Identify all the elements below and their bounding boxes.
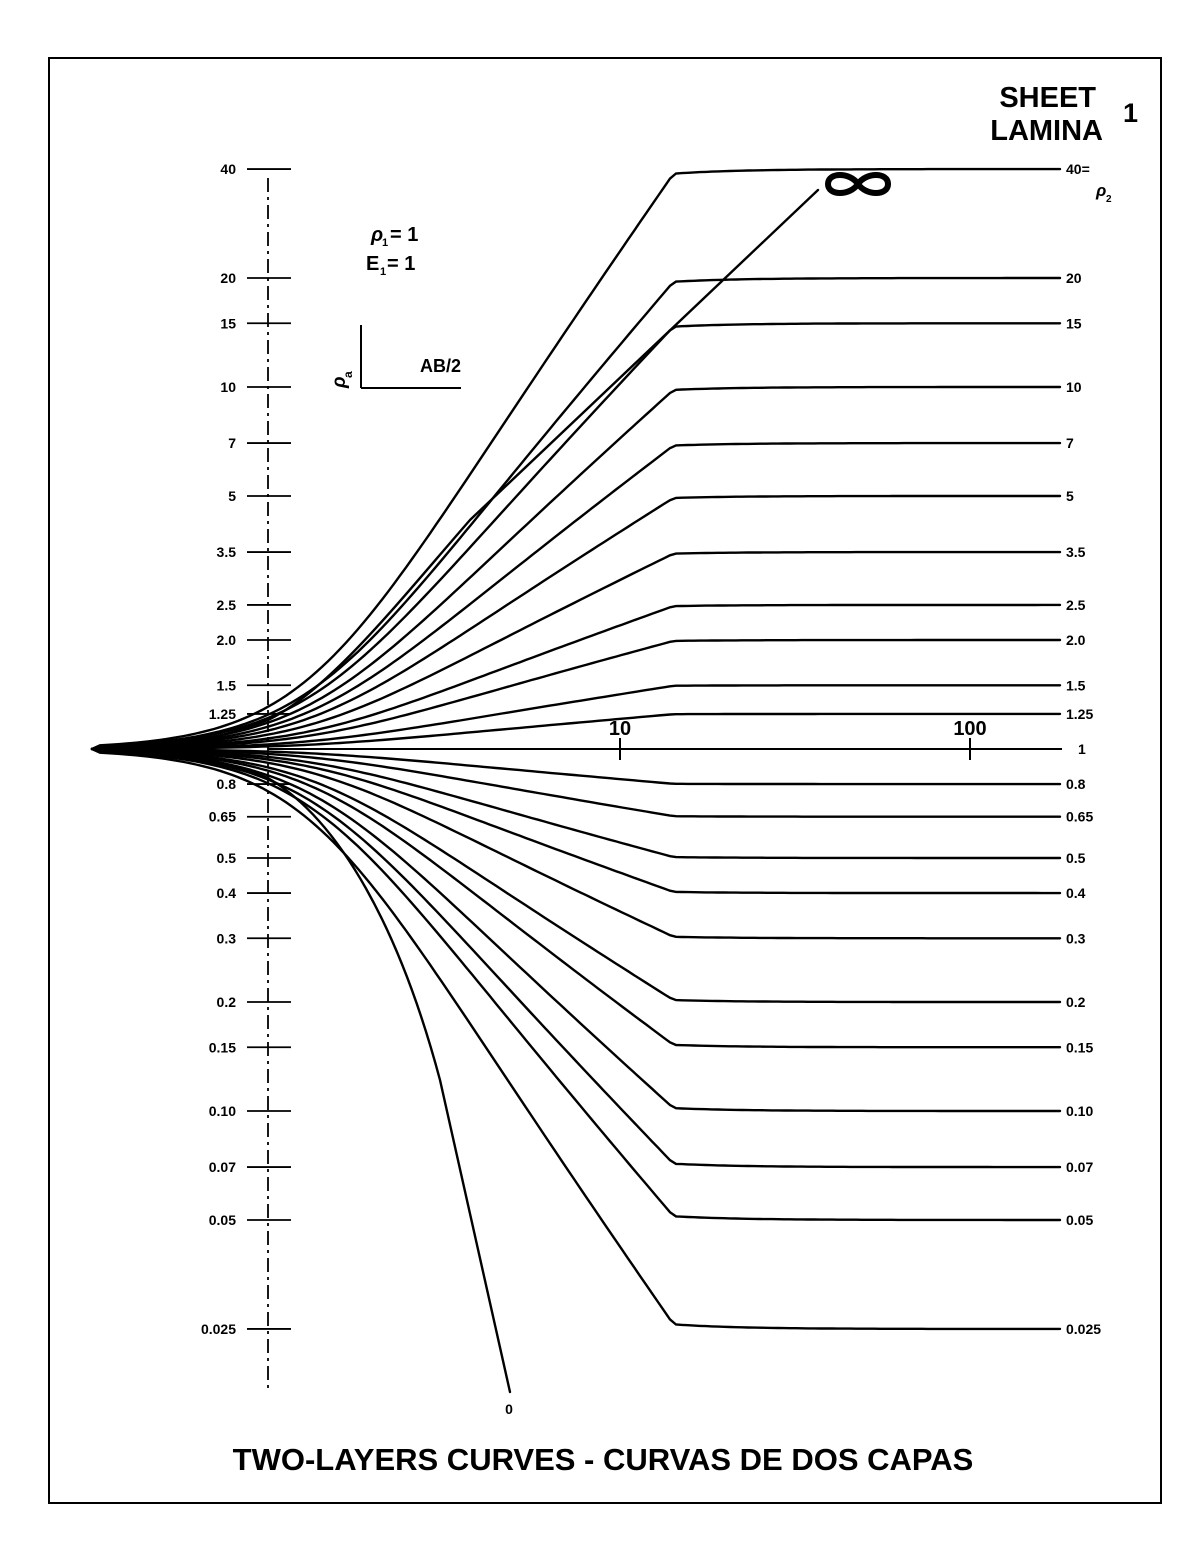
y-tick-label: 0.2: [216, 994, 236, 1011]
curve-labels: [505, 161, 1101, 1417]
y-tick-label: 0.15: [208, 1039, 236, 1056]
y-tick-label: 0.05: [208, 1211, 236, 1228]
y-tick-label: 2.5: [216, 596, 236, 613]
rho2-symbol: ρ: [1096, 181, 1107, 200]
y-tick-label: 0.025: [200, 1320, 236, 1337]
infinity-symbol: [828, 175, 888, 193]
x-tick-label: 10: [608, 718, 632, 740]
curve-rho2-0.2: [92, 749, 1060, 1002]
curve-label: 7: [1066, 435, 1074, 452]
sheet-label: SHEET: [999, 82, 1096, 114]
y-tick-label: 5: [228, 487, 236, 504]
lamina-label: LAMINA: [990, 115, 1103, 147]
curves: [92, 169, 1060, 1392]
curve-label-0: 0: [505, 1401, 513, 1417]
curve-label: 20: [1066, 270, 1082, 287]
curve-label: 3.5: [1066, 544, 1086, 561]
curve-rho2-infinity: [92, 190, 818, 749]
curve-label: 0.05: [1066, 1211, 1094, 1228]
curve-label: 0.15: [1066, 1039, 1094, 1056]
curve-label: 1.5: [1066, 677, 1086, 694]
inset-x-label: AB/2: [420, 356, 462, 376]
y-tick-label: 20: [220, 270, 236, 287]
e1-value: = 1: [387, 253, 416, 275]
axes-inset: [329, 325, 461, 389]
x-tick-label: 100: [953, 718, 987, 740]
y-tick-label: 0.3: [216, 930, 236, 947]
curve-rho2-10: [92, 387, 1060, 749]
y-tick-label: 0.65: [208, 808, 236, 825]
curve-rho2-0.025: [92, 749, 1060, 1329]
y-tick-label: 1.5: [216, 677, 236, 694]
y-tick-label: 7: [228, 435, 236, 452]
y-tick-label: 0.10: [208, 1103, 236, 1119]
y-tick-label: 0.8: [216, 776, 236, 793]
y-tick-label: 0.07: [208, 1159, 236, 1176]
curve-label: 0.3: [1066, 930, 1086, 947]
rho2-label: [1095, 181, 1112, 205]
y-tick-label: 15: [220, 315, 236, 332]
curve-label: 0.025: [1066, 1320, 1102, 1337]
rho2-subscript: 2: [1106, 194, 1112, 205]
curve-label: 40=: [1066, 161, 1090, 178]
curve-rho2-0.05: [92, 749, 1060, 1220]
curve-rho2-3.5: [92, 552, 1060, 749]
curve-rho2-40=: [92, 169, 1060, 749]
e1-subscript: 1: [380, 266, 387, 278]
curve-rho2-0.10: [92, 749, 1060, 1111]
rho1-value: = 1: [390, 224, 419, 246]
curve-label: 2.0: [1066, 632, 1086, 649]
curve-label: 5: [1066, 487, 1074, 504]
curve-rho2-7: [92, 443, 1060, 749]
curve-label: 1.25: [1066, 705, 1094, 722]
curve-label: 15: [1066, 315, 1082, 332]
y-tick-label: 3.5: [216, 544, 236, 561]
curve-label: 0.4: [1066, 885, 1086, 902]
x-ticks: [609, 718, 987, 760]
inset-y-subscript: a: [341, 371, 355, 378]
y-tick-label: 40: [220, 161, 236, 178]
curve-label: 2.5: [1066, 596, 1086, 613]
curve-rho2-5: [92, 496, 1060, 749]
curve-rho2-20: [92, 278, 1060, 749]
curve-label: 0.2: [1066, 994, 1086, 1011]
y-tick-label: 10: [220, 379, 236, 395]
legend-e1: [366, 253, 415, 278]
sheet-number: 1: [1123, 98, 1139, 128]
curve-label: 0.07: [1066, 1159, 1094, 1176]
curve-rho2-0: [92, 749, 510, 1392]
curve-label: 0.65: [1066, 808, 1094, 825]
y-tick-label: 0.5: [216, 849, 236, 866]
e1-symbol: E: [366, 253, 380, 275]
curve-label: 0.10: [1066, 1103, 1094, 1119]
y-tick-label: 0.4: [216, 885, 236, 902]
curve-label: 10: [1066, 379, 1082, 395]
footer-title: TWO-LAYERS CURVES - CURVAS DE DOS CAPAS: [232, 1442, 974, 1477]
y-tick-label: 2.0: [216, 632, 236, 649]
legend-rho1: [370, 224, 418, 249]
rho1-symbol: ρ: [371, 224, 384, 246]
inset-y-symbol: ρ: [329, 376, 350, 388]
curve-rho2-0.07: [92, 749, 1060, 1167]
curve-label: 0.5: [1066, 849, 1086, 866]
curve-label-1: 1: [1078, 741, 1086, 757]
curve-label: 0.8: [1066, 776, 1086, 793]
y-tick-label: 1.25: [208, 705, 236, 722]
rho1-subscript: 1: [382, 237, 389, 249]
